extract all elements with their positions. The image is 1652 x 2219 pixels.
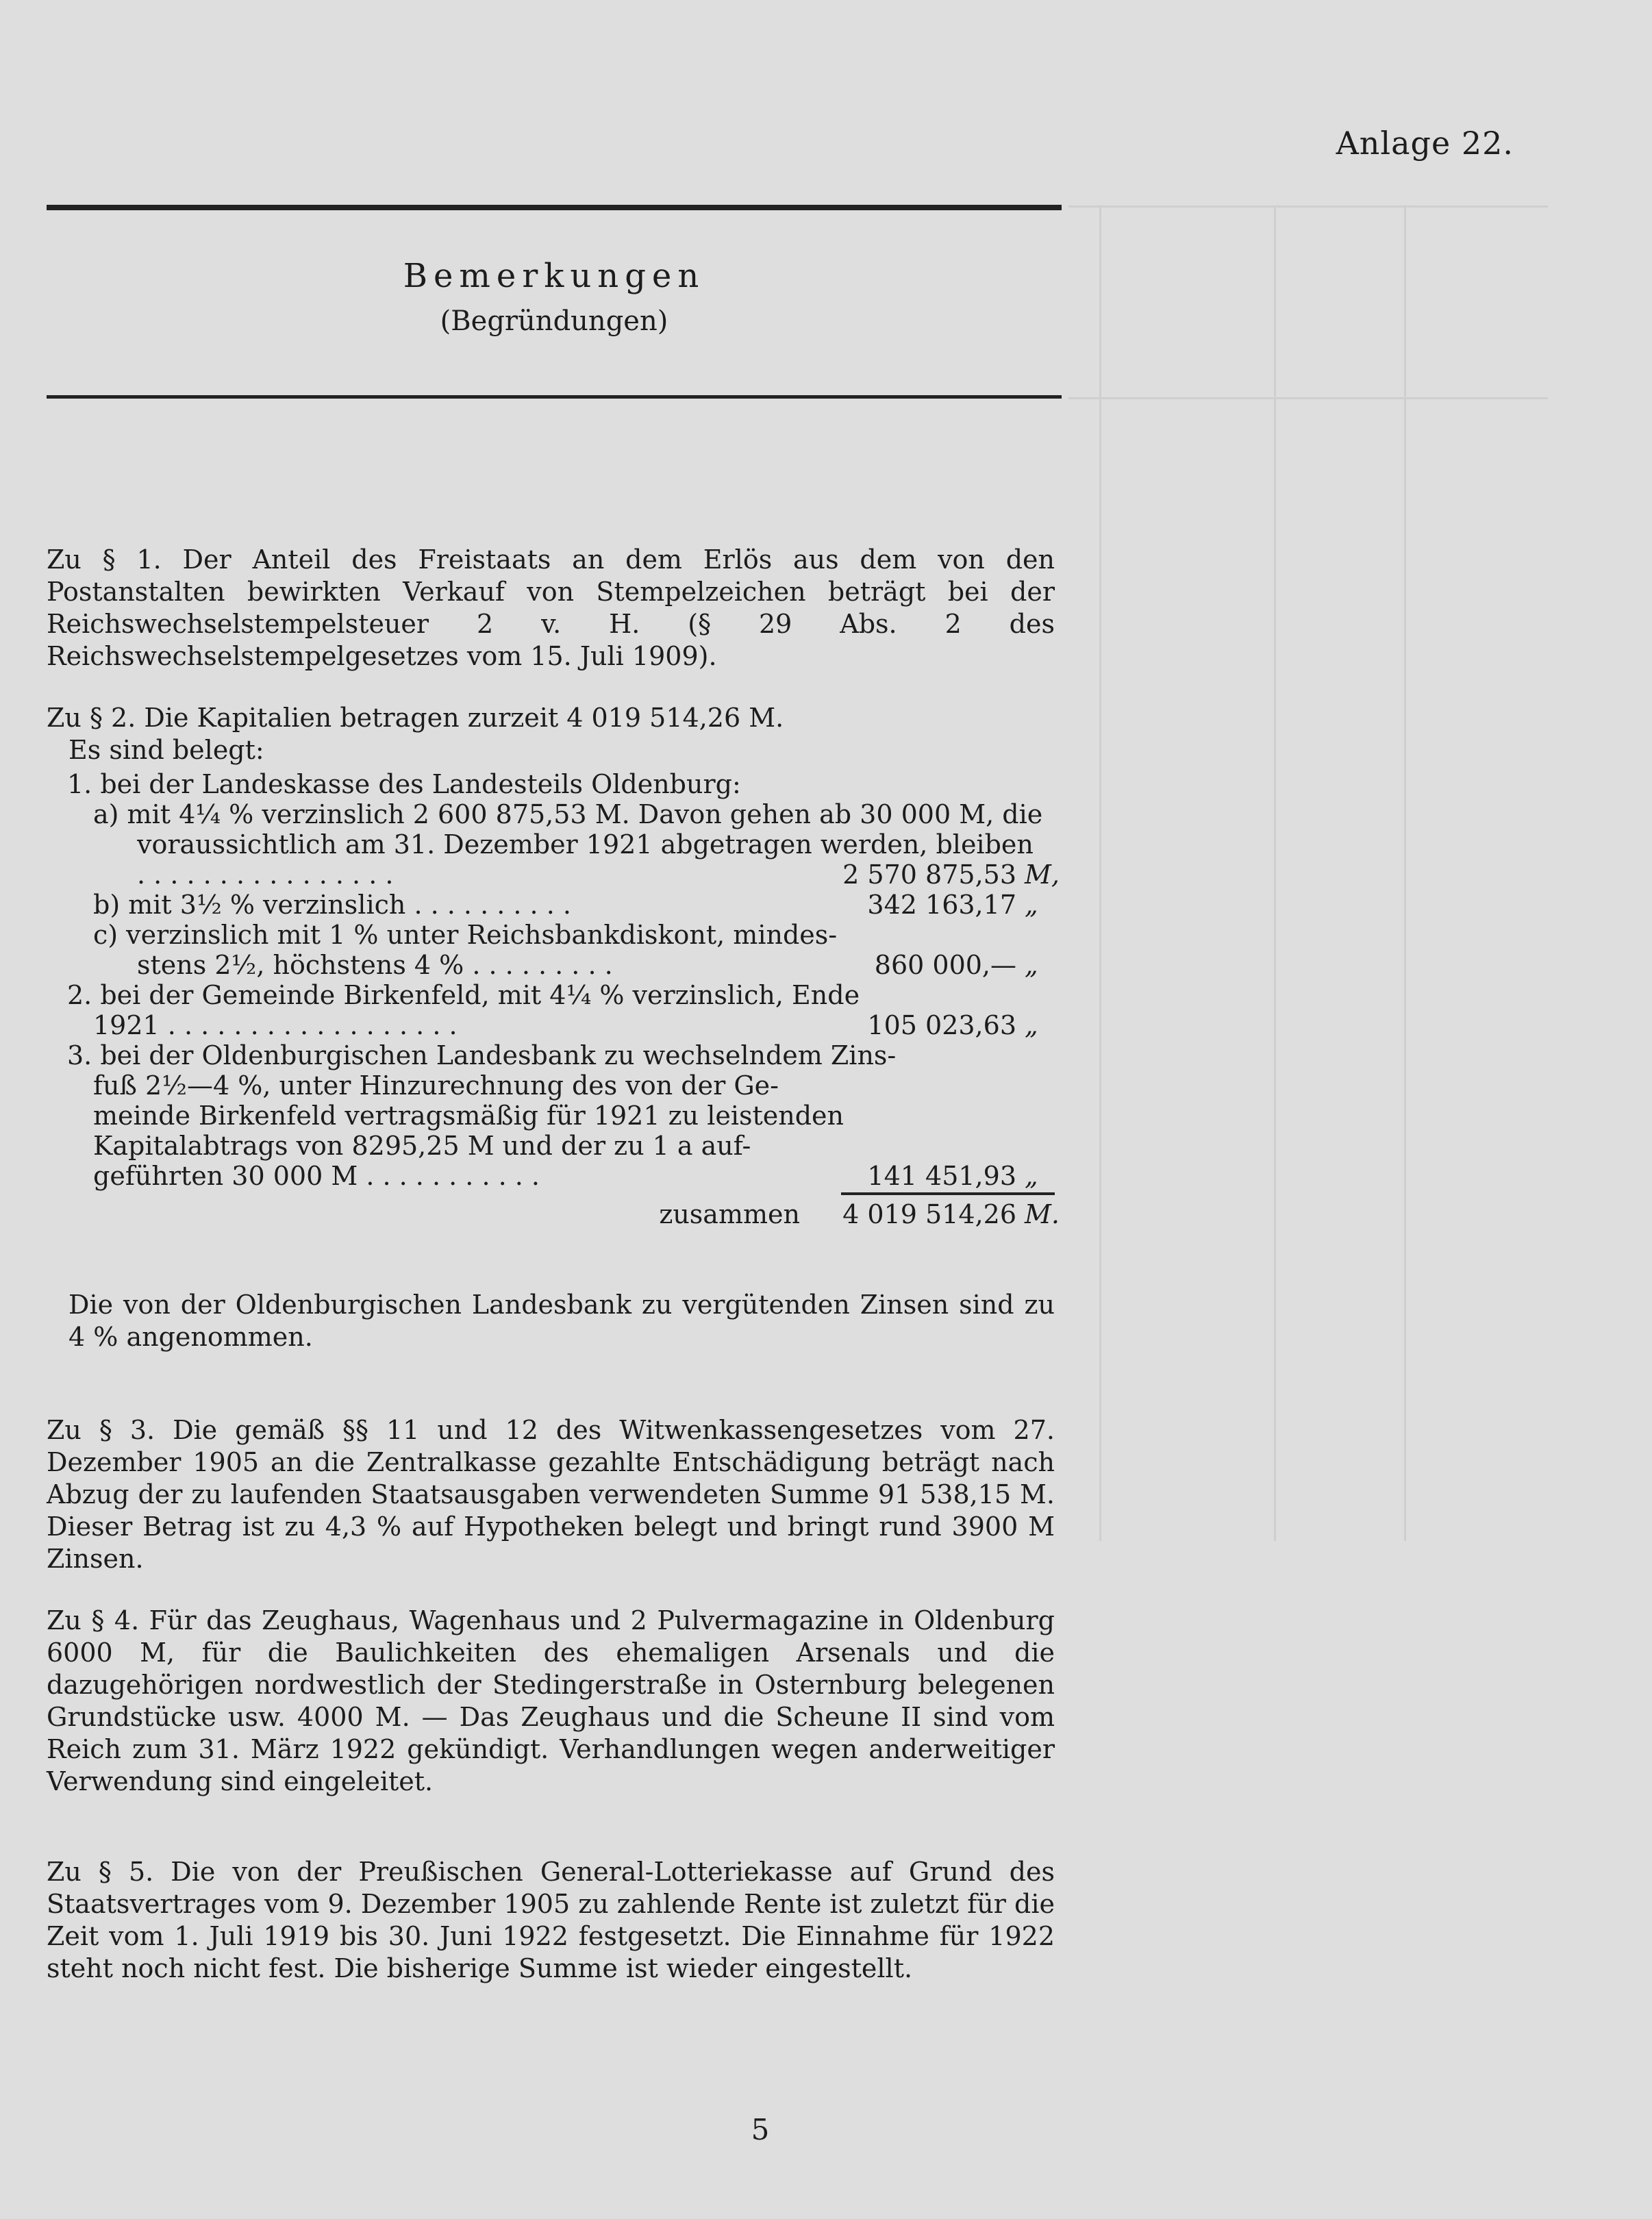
- ledger-line: [47, 1131, 1055, 1161]
- header-rule-top: [47, 205, 1062, 210]
- ledger-line: [47, 860, 1060, 890]
- ledger-unit-1b: „: [1025, 890, 1038, 920]
- ledger-unit-3: „: [1025, 1161, 1038, 1191]
- ledger-unit-2: „: [1025, 1010, 1038, 1040]
- section-1-text: Zu § 1. Der Anteil des Freistaats an dem Erlös aus dem von den Postanstalten bewirkten Verkauf von Stempelzeichen beträgt bei der Reichswechselstempelsteuer 2 v. H. (§ 29 Abs. 2 des Reichswechselstempelgesetzes vom 15. Juli 1909).: [47, 544, 1055, 671]
- ledger-item-1a-line1: a) mit 4¼ % verzinslich 2 600 875,53 M. Davon gehen ab 30 000 M, die: [93, 799, 1043, 829]
- show-through-line: [1274, 205, 1276, 1541]
- section-2-placed: Es sind belegt:: [68, 735, 264, 765]
- section-2: [47, 702, 1055, 766]
- ledger-item-1: 1. bei der Landeskasse des Landesteils Oldenburg:: [67, 769, 741, 799]
- ledger-line: [47, 980, 1055, 1010]
- ledger-item-3-line2: fuß 2½—4 %, unter Hinzurechnung des von der Ge-: [93, 1070, 779, 1101]
- section-2-intro: Zu § 2. Die Kapitalien betragen zurzeit 4 019 514,26 M.: [47, 703, 784, 733]
- ledger-item-3-line3: meinde Birkenfeld vertragsmäßig für 1921 zu leistenden: [93, 1101, 844, 1131]
- show-through-line: [1099, 205, 1101, 1541]
- ledger-line: [47, 1161, 1055, 1191]
- ledger-line: [47, 1040, 1055, 1070]
- ledger-total-label: zusammen: [659, 1199, 800, 1229]
- capital-ledger: [47, 769, 1060, 1229]
- annex-label: Anlage 22.: [1336, 125, 1514, 162]
- ledger-item-2-line1: 2. bei der Gemeinde Birkenfeld, mit 4¼ % verzinslich, Ende: [67, 980, 860, 1010]
- ledger-amount-1c: 860 000,—: [874, 950, 1016, 980]
- ledger-item-1b: b) mit 3½ % verzinslich . . . . . . . . . .: [93, 890, 571, 920]
- section-2-note: Die von der Oldenburgischen Landesbank zu vergütenden Zinsen sind zu 4 % angenommen.: [68, 1290, 1055, 1352]
- ledger-total-unit: M.: [1025, 1199, 1060, 1229]
- ledger-amount-1a: 2 570 875,53: [842, 860, 1016, 890]
- ledger-item-1c-line2: stens 2½, höchstens 4 % . . . . . . . . .: [137, 950, 613, 980]
- ledger-line: [47, 890, 1055, 920]
- ledger-amount-2: 105 023,63: [867, 1010, 1016, 1040]
- page-subtitle: (Begründungen): [440, 305, 668, 337]
- ledger-item-1a-line2: voraussichtlich am 31. Dezember 1921 abgetragen werden, bleiben: [137, 829, 1034, 860]
- ledger-unit-1c: „: [1025, 950, 1038, 980]
- section-3-text: Zu § 3. Die gemäß §§ 11 und 12 des Witwenkassengesetzes vom 27. Dezember 1905 an die Zentralkasse gezahlte Entschädigung beträgt nach Abzug der zu laufenden Staatsausgaben verwendeten Summe 91 538,15 M. Dieser Betrag ist zu 4,3 % auf Hypotheken belegt und bringt rund 3900 M Zinsen.: [47, 1415, 1055, 1574]
- ledger-item-2-line2: 1921 . . . . . . . . . . . . . . . . . .: [93, 1010, 458, 1040]
- ledger-total-line: [47, 1199, 1060, 1229]
- ledger-line: [47, 1010, 1055, 1040]
- show-through-line: [1068, 397, 1548, 399]
- ledger-total-amount: 4 019 514,26: [842, 1199, 1016, 1229]
- ledger-amount-1b: 342 163,17: [867, 890, 1016, 920]
- section-2-note-block: [47, 1289, 1055, 1353]
- section-4-text: Zu § 4. Für das Zeughaus, Wagenhaus und 2 Pulvermagazine in Oldenburg 6000 M, für die Baulichkeiten des ehemaligen Arsenals und die dazugehörigen nordwestlich der Stedingerstraße in Osternburg belegenen Grundstücke usw. 4000 M. — Das Zeughaus und die Scheune II sind vom Reich zum 31. März 1922 gekündigt. Verhandlungen wegen anderweitiger Verwendung sind eingeleitet.: [47, 1605, 1055, 1796]
- ledger-amount-3: 141 451,93: [867, 1161, 1016, 1191]
- section-3: [47, 1414, 1055, 1575]
- section-5: [47, 1856, 1055, 1985]
- ledger-item-3-line5: geführten 30 000 M . . . . . . . . . . .: [93, 1161, 540, 1191]
- ledger-item-3-line4: Kapitalabtrags von 8295,25 M und der zu 1 a auf-: [93, 1131, 751, 1161]
- page-number: 5: [751, 2113, 770, 2146]
- ledger-line: [47, 950, 1055, 980]
- ledger-line: [47, 1101, 1055, 1131]
- ledger-item-1a-dots: . . . . . . . . . . . . . . . .: [137, 860, 394, 890]
- ledger-line: [47, 769, 1055, 799]
- ledger-line: [47, 1070, 1055, 1101]
- show-through-line: [1404, 205, 1406, 1541]
- ledger-item-3-line1: 3. bei der Oldenburgischen Landesbank zu wechselndem Zins-: [67, 1040, 897, 1070]
- section-1: [47, 544, 1055, 673]
- sum-rule: [841, 1192, 1055, 1195]
- ledger-line: [47, 799, 1055, 829]
- show-through-line: [1068, 205, 1548, 208]
- ledger-unit-1a: M,: [1025, 860, 1060, 890]
- header-rule-bottom: [47, 395, 1062, 399]
- ledger-line: [47, 829, 1055, 860]
- ledger-line: [47, 920, 1055, 950]
- section-5-text: Zu § 5. Die von der Preußischen General-Lotteriekasse auf Grund des Staatsvertrages vom 9. Dezember 1905 zu zahlende Rente ist zuletzt für die Zeit vom 1. Juli 1919 bis 30. Juni 1922 festgesetzt. Die Einnahme für 1922 steht noch nicht fest. Die bisherige Summe ist wieder eingestellt.: [47, 1857, 1055, 1983]
- ledger-item-1c-line1: c) verzinslich mit 1 % unter Reichsbankdiskont, mindes-: [93, 920, 838, 950]
- page-title: Bemerkungen: [403, 257, 705, 295]
- section-4: [47, 1605, 1055, 1798]
